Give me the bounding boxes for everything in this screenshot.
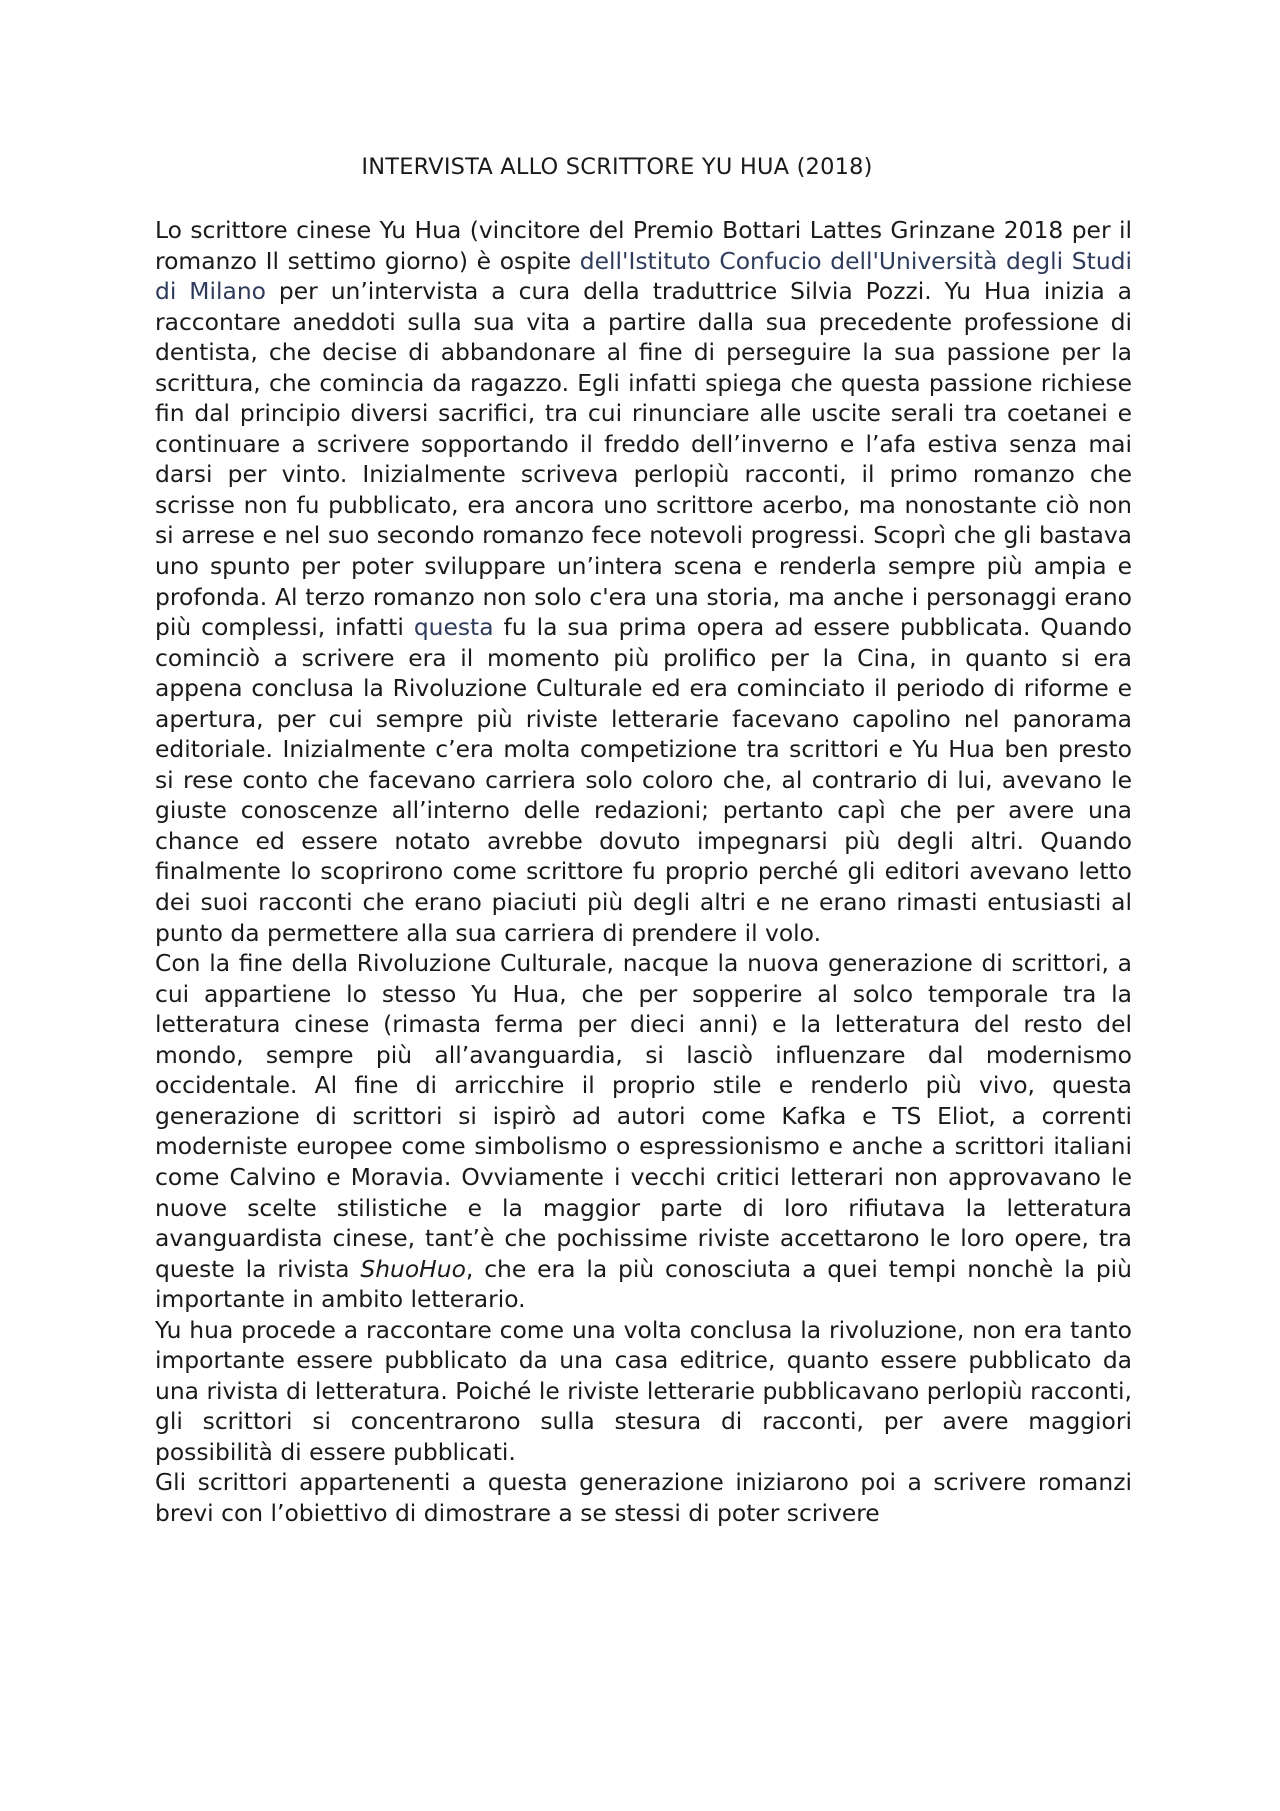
- work-reference: questa: [413, 613, 494, 642]
- paragraph-1: [155, 215, 1132, 948]
- document-title: INTERVISTA ALLO SCRITTORE YU HUA (2018): [361, 154, 873, 180]
- paragraph-2-text-a: Con la fine della Rivoluzione Culturale, nacque la nuova generazione di scrittori, a cui appartiene lo stesso Yu Hua, che per sopperire al solco temporale tra la letteratura cinese (rimasta ferma per dieci anni) e la letteratura del resto del mondo, sempre più all’avanguardia, si lasciò influenzare dal modernismo occidentale. Al fine di arricchire il proprio stile e renderlo più vivo, questa generazione di scrittori si ispirò ad autori come Kafka e TS Eliot, a correnti moderniste europee come simbolismo o espressionismo e anche a scrittori italiani come Calvino e Moravia. Ovviamente i vecchi critici letterari non approvavano le nuove scelte stilistiche e la maggior parte di loro rifiutava la letteratura avanguardista cinese, tant’è che pochissime riviste accettarono le loro opere, tra queste la rivista: [155, 949, 1132, 1283]
- paragraph-4: Gli scrittori appartenenti a questa generazione iniziarono poi a scrivere romanzi brevi con l’obiettivo di dimostrare a se stessi di poter scrivere: [155, 1468, 1132, 1527]
- paragraph-1-text-c: fu la sua prima opera ad essere pubblicata. Quando cominciò a scrivere era il momento più prolifico per la Cina, in quanto si era appena conclusa la Rivoluzione Culturale ed era cominciato il periodo di riforme e apertura, per cui sempre più riviste letterarie facevano capolino nel panorama editoriale. Inizialmente c’era molta competizione tra scrittori e Yu Hua ben presto si rese conto che facevano carriera solo coloro che, al contrario di lui, avevano le giuste conoscenze all’interno delle redazioni; pertanto capì che per avere una chance ed essere notato avrebbe dovuto impegnarsi più degli altri. Quando finalmente lo scoprirono come scrittore fu proprio perché gli editori avevano letto dei suoi racconti che erano piaciuti più degli altri e ne erano rimasti entusiasti al punto da permettere alla sua carriera di prendere il volo.: [155, 613, 1132, 947]
- paragraph-1-text-a: Lo scrittore cinese Yu Hua (vincitore del Premio Bottari Lattes Grinzane 2018 per il romanzo Il settimo giorno) è ospite: [155, 216, 1132, 275]
- institute-reference: dell'Istituto Confucio dell'Università degli Studi di Milano: [155, 246, 1132, 306]
- paragraph-2: [155, 948, 1132, 1315]
- magazine-title: ShuoHuo: [360, 1254, 466, 1283]
- paragraph-3: Yu hua procede a raccontare come una volta conclusa la rivoluzione, non era tanto importante essere pubblicato da una casa editrice, quanto essere pubblicato da una rivista di letteratura. Poiché le riviste letterarie pubblicavano perlopiù racconti, gli scrittori si concentrarono sulla stesura di racconti, per avere maggiori possibilità di essere pubblicati.: [155, 1315, 1132, 1466]
- paragraph-1-text-b: per un’intervista a cura della traduttrice Silvia Pozzi. Yu Hua inizia a raccontare aneddoti sulla sua vita a partire dalla sua precedente professione di dentista, che decise di abbandonare al fine di perseguire la sua passione per la scrittura, che comincia da ragazzo. Egli infatti spiega che questa passione richiese fin dal principio diversi sacrifici, tra cui rinunciare alle uscite serali tra coetanei e continuare a scrivere sopportando il freddo dell’inverno e l’afa estiva senza mai darsi per vinto. Inizialmente scriveva perlopiù racconti, il primo romanzo che scrisse non fu pubblicato, era ancora uno scrittore acerbo, ma nonostante ciò non si arrese e nel suo secondo romanzo fece notevoli progressi. Scoprì che gli bastava uno spunto per poter sviluppare un’intera scena e renderla sempre più ampia e profonda. Al terzo romanzo non solo c'era una storia, ma anche i personaggi erano più complessi, infatti: [155, 277, 1132, 642]
- document-body: [155, 215, 1132, 1529]
- paragraph-2-text-b: , che era la più conosciuta a quei tempi nonchè la più importante in ambito letterario.: [155, 1254, 1132, 1314]
